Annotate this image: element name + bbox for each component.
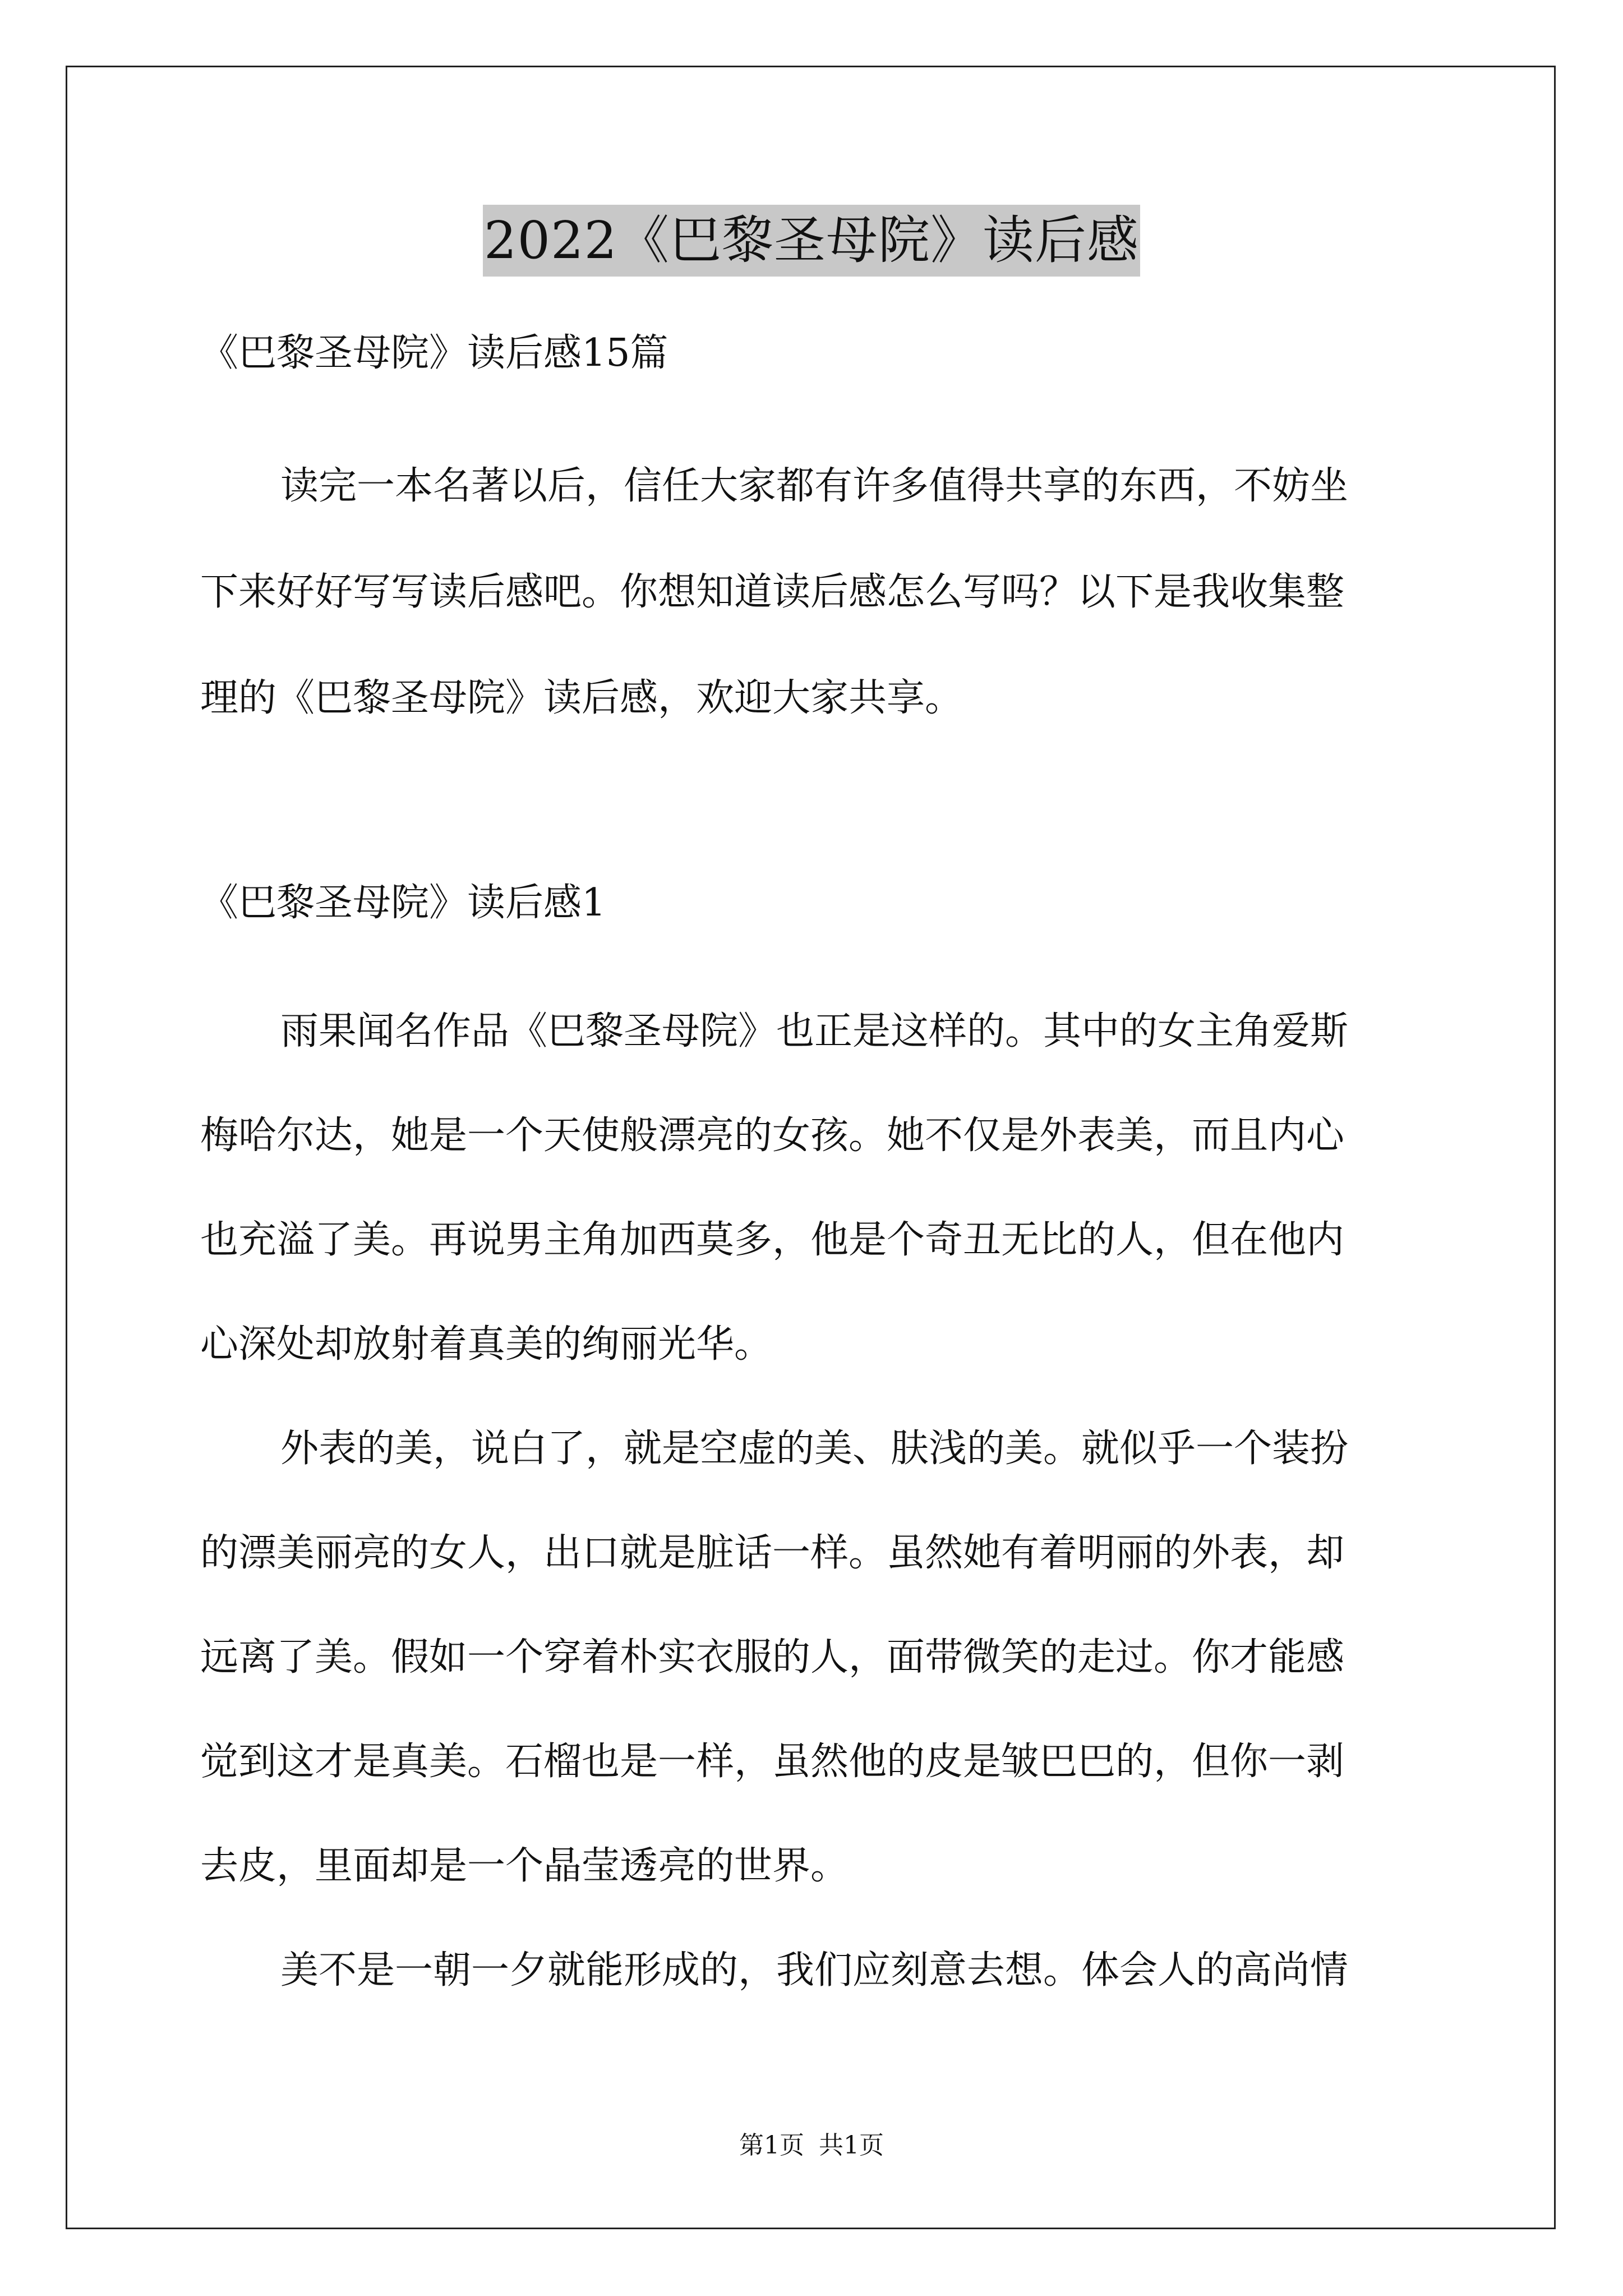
total-pages: 共1页 [819,2131,884,2160]
document-title: 2022《巴黎圣母院》读后感 [483,205,1140,277]
paragraph-line: 下来好好写写读后感吧。你想知道读后感怎么写吗？以下是我收集整 [200,570,1345,614]
paragraph-line: 也充溢了美。再说男主角加西莫多，他是个奇丑无比的人，但在他内 [200,1218,1345,1262]
paragraph-line: 梅哈尔达，她是一个天使般漂亮的女孩。她不仅是外表美，而且内心 [200,1114,1345,1158]
paragraph-line: 去皮，里面却是一个晶莹透亮的世界。 [200,1844,849,1888]
paragraph-line: 远离了美。假如一个穿着朴实衣服的人，面带微笑的走过。你才能感 [200,1635,1345,1680]
page-number: 第1页 [739,2131,804,2160]
subtitle-line: 《巴黎圣母院》读后感15篇 [200,331,668,375]
paragraph-line: 的漂美丽亮的女人，出口就是脏话一样。虽然她有着明丽的外表，却 [200,1531,1345,1575]
paragraph-line: 外表的美，说白了，就是空虚的美、肤浅的美。就似乎一个装扮 [280,1427,1349,1471]
paragraph-line: 读完一本名著以后，信任大家都有许多值得共享的东西，不妨坐 [280,464,1349,508]
paragraph-line: 觉到这才是真美。石榴也是一样，虽然他的皮是皱巴巴的，但你一剥 [200,1740,1345,1784]
title-container [0,205,1623,277]
paragraph-line: 美不是一朝一夕就能形成的，我们应刻意去想。体会人的高尚情 [280,1948,1349,1993]
page-footer [0,2129,1623,2162]
paragraph-line: 雨果闻名作品《巴黎圣母院》也正是这样的。其中的女主角爱斯 [280,1009,1349,1053]
section-heading: 《巴黎圣母院》读后感1 [200,881,606,925]
paragraph-line: 心深处却放射着真美的绚丽光华。 [200,1322,773,1366]
paragraph-line: 理的《巴黎圣母院》读后感，欢迎大家共享。 [200,676,963,720]
